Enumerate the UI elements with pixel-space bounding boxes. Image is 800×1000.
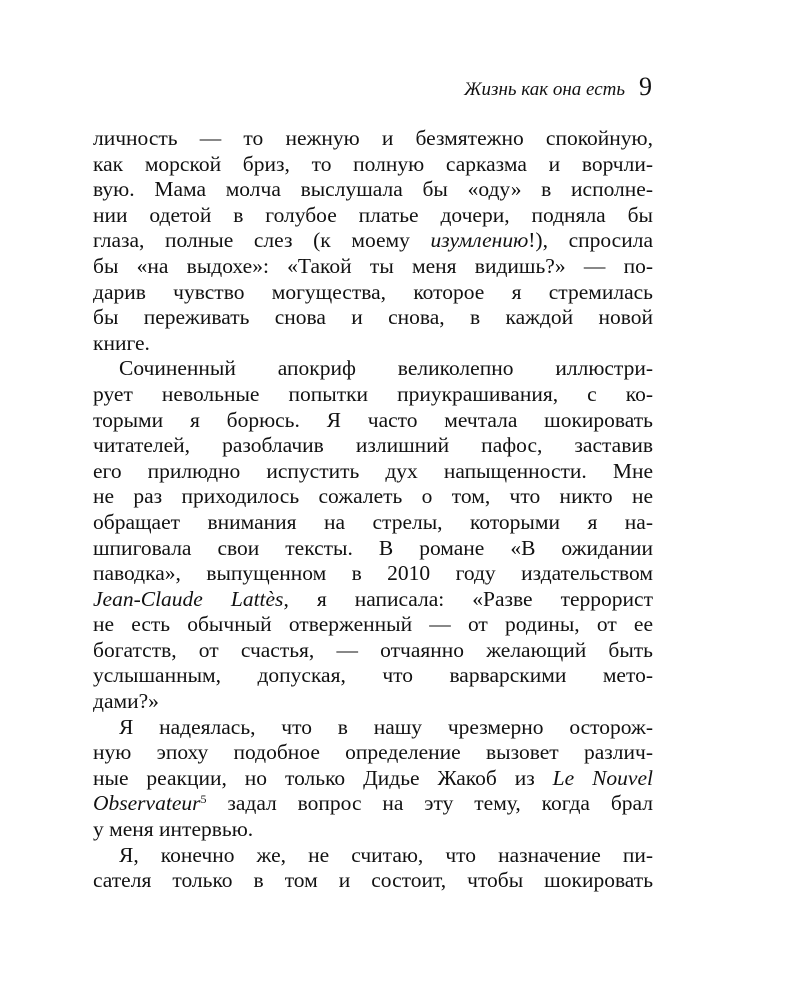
italic-word: изумлению [430, 228, 529, 253]
text-line: личность — то нежную и безмятежно спокойную, [93, 126, 653, 150]
text-line: рует невольные попытки приукрашивания, с ко- [93, 381, 653, 406]
text-line: ную эпоху подобное определение вызовет различ- [93, 740, 653, 765]
page-number: 9 [639, 72, 652, 101]
text-line: читателей, разоблачив излишний пафос, заставив [93, 433, 653, 458]
text-line: не есть обычный отверженный — от родины, от ее [93, 612, 653, 637]
italic-publication: Le Nouvel [552, 765, 653, 790]
text-line [93, 228, 653, 254]
text-line: торыми я борюсь. Я часто мечтала шокировать [93, 407, 653, 432]
text-line: Я надеялась, что в нашу чрезмерно осторож- [119, 714, 653, 739]
text-line: Сочиненный апокриф великолепно иллюстри- [119, 356, 653, 381]
text-line [93, 791, 653, 817]
text-run: ные реакции, но только Дидье Жакоб из [93, 765, 553, 790]
text-line: дами?» [93, 689, 159, 714]
text-line [93, 587, 653, 613]
italic-publisher: Jean-Claude Lattès [93, 586, 284, 611]
running-title: Жизнь как она есть [464, 79, 625, 100]
text-line: его прилюдно испустить дух напыщенности. Мне [93, 458, 653, 483]
text-line: вую. Мама молча выслушала бы «оду» в исполне- [93, 177, 653, 202]
text-line: не раз приходилось сожалеть о том, что никто не [93, 484, 653, 509]
text-line: Я, конечно же, не считаю, что назначение пи- [119, 842, 653, 867]
text-line [93, 766, 653, 792]
text-line: обращает внимания на стрелы, которыми я на- [93, 509, 653, 534]
text-line: сателя только в том и состоит, чтобы шокировать [93, 868, 653, 893]
text-line: шпиговала свои тексты. В романе «В ожидании [93, 535, 653, 560]
text-line: услышанным, допуская, что варварскими мето- [93, 663, 653, 688]
text-line: дарив чувство могущества, которое я стремилась [93, 279, 653, 304]
text-line: у меня интервью. [93, 817, 254, 842]
text-line: книге. [93, 330, 150, 355]
text-run: !), спросила [528, 228, 653, 253]
text-line: как морской бриз, то полную сарказма и ворчли- [93, 151, 653, 176]
running-head [464, 72, 652, 102]
text-line: богатств, от счастья, — отчаянно желающий быть [93, 637, 653, 662]
text-run: глаза, полные слез (к моему [93, 228, 431, 253]
text-line: паводка», выпущенном в 2010 году издательством [93, 561, 653, 586]
text-run: задал вопрос на эту тему, когда брал [206, 791, 653, 816]
text-line: нии одетой в голубое платье дочери, подняла бы [93, 202, 653, 227]
italic-publication: Observateur [93, 791, 201, 816]
text-run: , я написала: «Разве террорист [283, 586, 653, 611]
body-text [93, 126, 653, 894]
footnote-marker[interactable]: 5 [200, 792, 207, 807]
text-line: бы переживать снова и снова, в каждой новой [93, 305, 653, 330]
text-line: бы «на выдохе»: «Такой ты меня видишь?» — по- [93, 253, 653, 278]
